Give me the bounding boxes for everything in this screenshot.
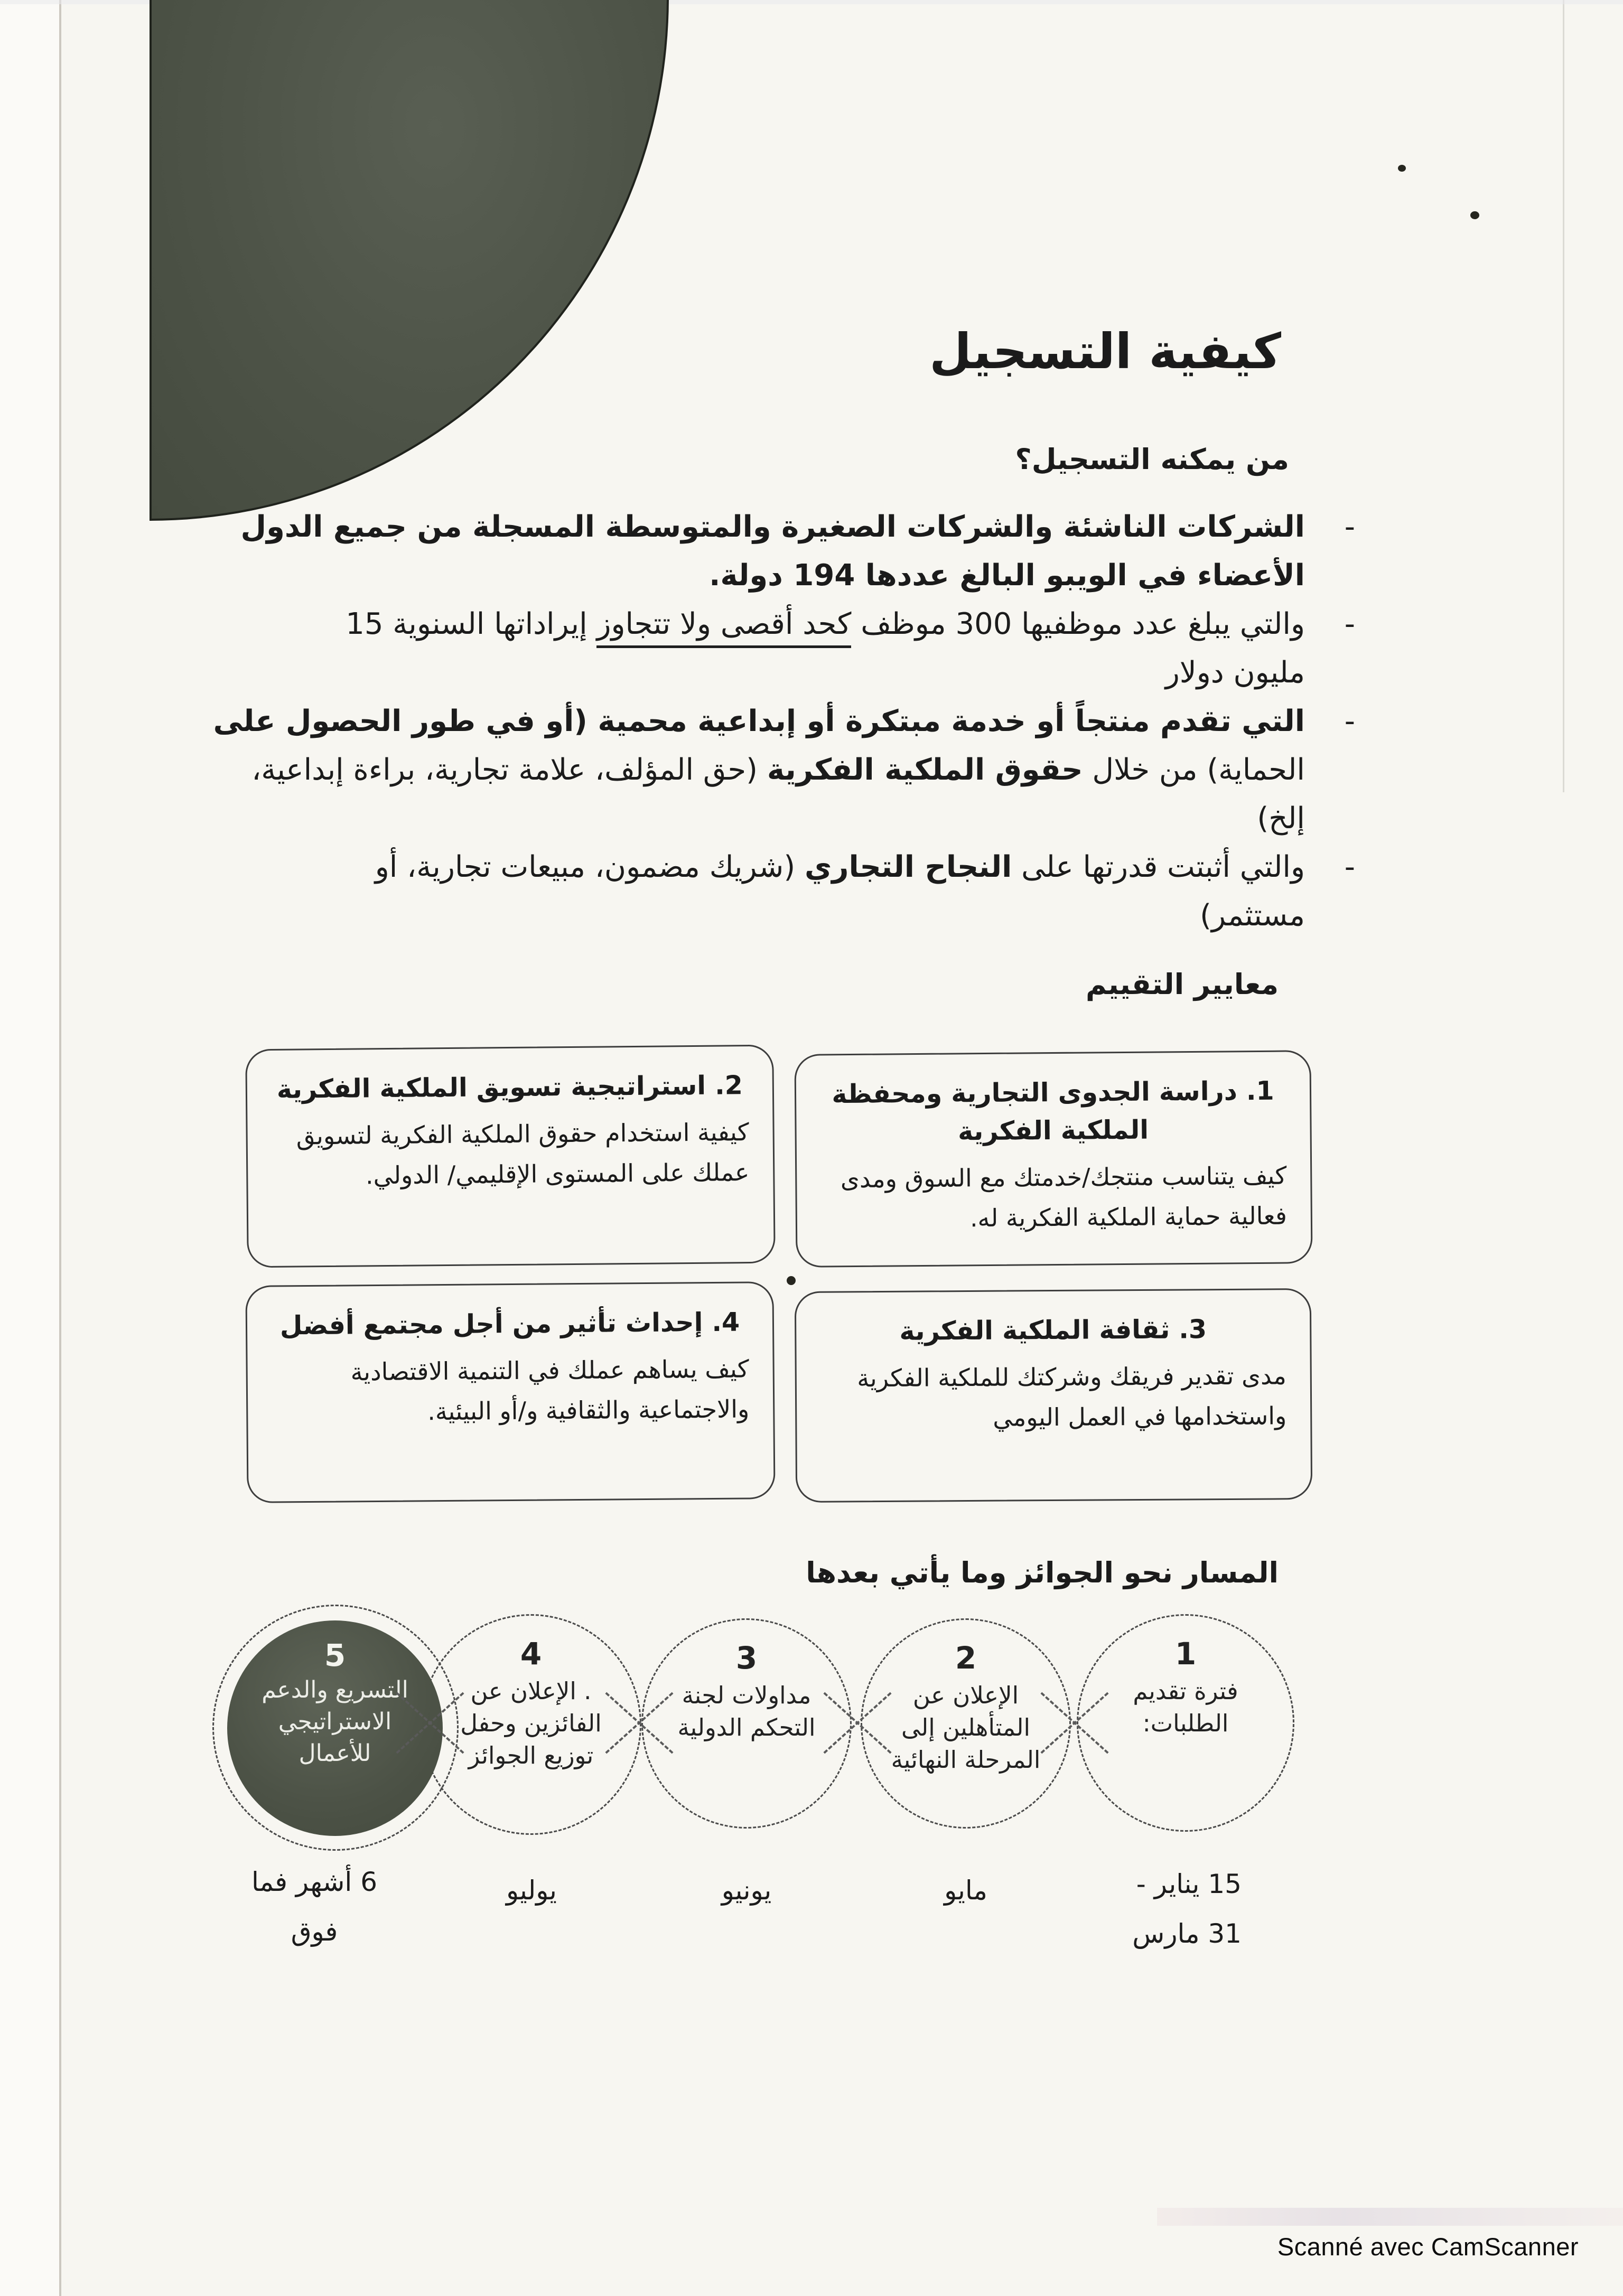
step-number: 2 xyxy=(955,1640,977,1676)
timeline-step-3 xyxy=(641,1618,852,1829)
step-number: 4 xyxy=(520,1636,542,1672)
camscanner-watermark: Scanné avec CamScanner xyxy=(1277,2233,1579,2261)
bullet-line: الشركات الناشئة والشركات الصغيرة والمتوسطة المسجلة من جميع الدول xyxy=(240,510,1305,544)
ink-speck xyxy=(787,1276,796,1285)
ink-speck xyxy=(1398,165,1406,172)
step-text: . الإعلان عن الفائزين وحفل توزيع الجوائز xyxy=(460,1677,602,1769)
bullet-line: والتي أثبتت قدرتها على النجاح التجاري (شريك مضمون، مبيعات تجارية، أو xyxy=(375,850,1305,884)
criteria-box-title: 2. استراتيجية تسويق الملكية الفكرية xyxy=(276,1070,743,1104)
timeline-step-2 xyxy=(861,1618,1071,1829)
criteria-box-2 xyxy=(245,1045,776,1268)
list-item xyxy=(240,503,1355,600)
bullet-dash: - xyxy=(1344,510,1355,544)
criteria-box-body: كيفية استخدام حقوق الملكية الفكرية لتسويق عملك على المستوى الإقليمي/ الدولي. xyxy=(296,1118,750,1190)
list-item xyxy=(285,600,1355,697)
criteria-box-title: 4. إحداث تأثير من أجل مجتمع أفضل xyxy=(279,1307,740,1341)
step-date-label xyxy=(227,1857,402,1956)
page-edge-line xyxy=(1563,0,1564,792)
criteria-box-body: مدى تقدير فريقك وشركتك للملكية الفكرية واستخدامها في العمل اليومي xyxy=(857,1361,1287,1432)
page-left-margin xyxy=(0,0,59,2296)
bullet-dash: - xyxy=(1344,607,1355,641)
criteria-heading: معايير التقييم xyxy=(1085,968,1279,1001)
criteria-box-body: كيف يتناسب منتجك/خدمتك مع السوق ومدى فعالية حماية الملكية الفكرية له. xyxy=(840,1161,1288,1233)
criteria-box-3 xyxy=(795,1288,1312,1503)
step-number: 3 xyxy=(735,1640,758,1676)
step-number: 5 xyxy=(324,1637,346,1673)
bullet-line: الحماية) من خلال حقوق الملكية الفكرية (حق المؤلف، علامة تجارية، براءة إبداعية، xyxy=(251,753,1305,787)
page-fold-line xyxy=(59,0,61,2296)
bullet-line: الأعضاء في الويبو البالغ عددها 194 دولة. xyxy=(709,558,1305,593)
eligibility-heading: من يمكنه التسجيل؟ xyxy=(1015,443,1289,476)
date-line: 6 أشهر فما xyxy=(251,1867,378,1897)
step-text: التسريع والدعم الاستراتيجي للأعمال xyxy=(262,1676,408,1767)
bold-phrase: حقوق الملكية الفكرية xyxy=(767,753,1083,787)
criteria-box-4 xyxy=(245,1281,775,1503)
timeline-step-5 xyxy=(227,1620,443,1836)
criteria-box-title: 3. ثقافة الملكية الفكرية xyxy=(899,1314,1207,1346)
criteria-box-title: 1. دراسة الجدوى التجارية ومحفظة الملكية الفكرية xyxy=(832,1075,1274,1147)
timeline-step-1 xyxy=(1077,1614,1294,1832)
bullet-line: التي تقدم منتجاً أو خدمة مبتكرة أو إبداعية محمية (أو في طور الحصول على xyxy=(213,704,1305,738)
bullet-line: مستثمر) xyxy=(1200,898,1305,933)
list-item xyxy=(213,697,1355,843)
corner-shadow-blob xyxy=(150,0,669,521)
step-date-label xyxy=(1132,1859,1242,1958)
step-number: 1 xyxy=(1174,1636,1197,1672)
step-date-label: مايو xyxy=(944,1875,987,1906)
step-text: مداولات لجنة التحكم الدولية xyxy=(677,1681,816,1741)
bullet-line: والتي يبلغ عدد موظفيها 300 موظف كحد أقصى ولا تتجاوز إيراداتها السنوية 15 xyxy=(285,600,1305,649)
list-item xyxy=(285,843,1355,940)
date-line: فوق xyxy=(291,1916,338,1947)
step-text: الإعلان عن المتأهلين إلى المرحلة النهائية xyxy=(891,1681,1041,1774)
timeline-heading: المسار نحو الجوائز وما يأتي بعدها xyxy=(806,1556,1279,1589)
scan-color-smudge xyxy=(1157,2208,1623,2226)
bold-phrase: النجاح التجاري xyxy=(804,850,1012,884)
criteria-box-1 xyxy=(794,1050,1312,1268)
step-date-label: يوليو xyxy=(506,1875,557,1906)
bullet-dash: - xyxy=(1344,704,1355,738)
date-line: 15 يناير - xyxy=(1136,1869,1242,1899)
ink-speck xyxy=(1470,211,1479,219)
page-title: كيفية التسجيل xyxy=(929,323,1281,380)
eligibility-list xyxy=(213,503,1355,940)
step-text: فترة تقديم الطلبات: xyxy=(1133,1677,1238,1737)
criteria-box-body: كيف يساهم عملك في التنمية الاقتصادية والاجتماعية والثقافية و/أو البيئية. xyxy=(350,1354,750,1426)
underlined-phrase: كحد أقصى ولا تتجاوز xyxy=(596,607,851,648)
bullet-line: إلخ) xyxy=(1257,801,1305,836)
bullet-dash: - xyxy=(1344,850,1355,884)
step-date-label: يونيو xyxy=(721,1875,772,1906)
bullet-line: مليون دولار xyxy=(1165,655,1305,690)
date-line: 31 مارس xyxy=(1132,1918,1242,1949)
